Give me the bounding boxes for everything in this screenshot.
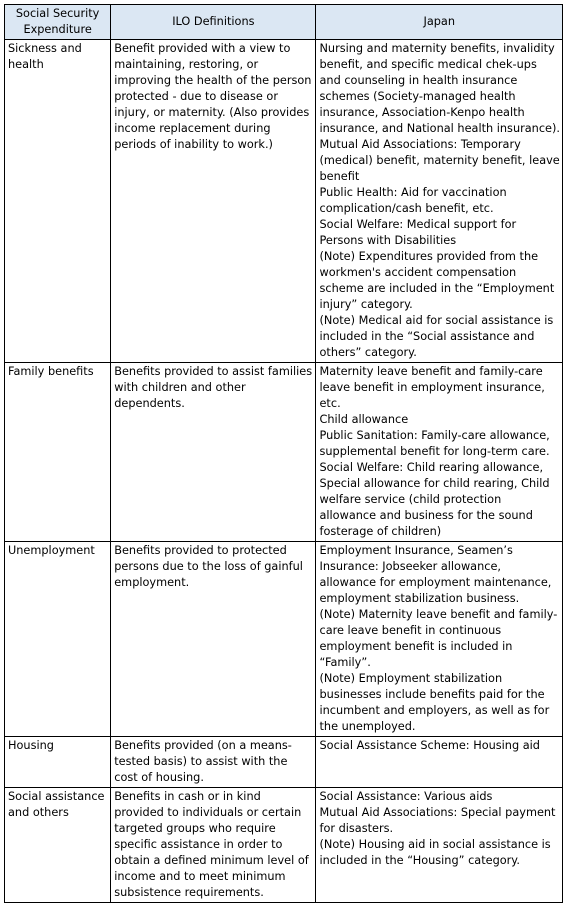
category-cell: Social assistance and others: [5, 788, 111, 903]
japan-cell: [316, 40, 563, 363]
social-security-table: [4, 4, 563, 903]
header-row: [5, 5, 563, 40]
japan-note: (Note) Employment stabilization businesses include benefits paid for the incumbent and employers, as well as for the unemployed.: [319, 672, 550, 733]
japan-item: Child allowance: [319, 413, 409, 426]
ilo-definition-cell: Benefits provided (on a means-tested basis) to assist with the cost of housing.: [111, 737, 316, 788]
japan-item: Nursing and maternity benefits, invalidity benefit, and specific medical chek-ups and counseling in health insurance schemes (Society-managed health insurance, Association-Kenpo health insurance, and National health insurance).: [319, 42, 560, 135]
ilo-definition-cell: Benefit provided with a view to maintaining, restoring, or improving the health of the person protected - due to disease or injury, or maternity. (Also provides income replacement during periods of inability to work.): [111, 40, 316, 363]
header-ilo-definitions: ILO Definitions: [111, 5, 316, 40]
japan-item: Employment Insurance, Seamen’s Insurance: Jobseeker allowance, allowance for employment maintenance, employment stabilization business.: [319, 544, 552, 605]
japan-item: Social Welfare: Child rearing allowance, Special allowance for child rearing, Child welfare service (child protection allowance and business for the sound fosterage of children): [319, 461, 550, 538]
japan-note: (Note) Housing aid in social assistance is included in the “Housing” category.: [319, 838, 551, 867]
japan-item: Public Sanitation: Family-care allowance, supplemental benefit for long-term care.: [319, 429, 550, 458]
japan-item: Mutual Aid Associations: Temporary (medical) benefit, maternity benefit, leave benefit: [319, 138, 560, 183]
japan-cell: [316, 737, 563, 788]
japan-item: Public Health: Aid for vaccination complication/cash benefit, etc.: [319, 186, 507, 215]
table-row: [5, 788, 563, 903]
table-row: [5, 542, 563, 737]
japan-cell: [316, 542, 563, 737]
ilo-definition-cell: Benefits in cash or in kind provided to individuals or certain targeted groups who require specific assistance in order to obtain a defined minimum level of income and to meet minimum subsistence requirements.: [111, 788, 316, 903]
japan-item: Social Assistance Scheme: Housing aid: [319, 739, 540, 752]
header-japan: Japan: [316, 5, 563, 40]
table-row: [5, 737, 563, 788]
category-cell: Housing: [5, 737, 111, 788]
ilo-definition-cell: Benefits provided to assist families with children and other dependents.: [111, 363, 316, 542]
japan-item: Social Assistance: Various aids: [319, 790, 493, 803]
header-expenditure: Social Security Expenditure: [5, 5, 111, 40]
japan-cell: [316, 363, 563, 542]
category-cell: Sickness and health: [5, 40, 111, 363]
table-row: [5, 363, 563, 542]
japan-item: Mutual Aid Associations: Special payment for disasters.: [319, 806, 556, 835]
japan-note: (Note) Maternity leave benefit and family-care leave benefit in continuous employment benefit is included in “Family”.: [319, 608, 558, 669]
category-cell: Unemployment: [5, 542, 111, 737]
japan-item: Social Welfare: Medical support for Persons with Disabilities: [319, 218, 517, 247]
japan-cell: [316, 788, 563, 903]
japan-note: (Note) Medical aid for social assistance is included in the “Social assistance and others” category.: [319, 314, 554, 359]
japan-note: (Note) Expenditures provided from the workmen's accident compensation scheme are included in the “Employment injury” category.: [319, 250, 555, 311]
table-row: [5, 40, 563, 363]
japan-item: Maternity leave benefit and family-care leave benefit in employment insurance, etc.: [319, 365, 545, 410]
ilo-definition-cell: Benefits provided to protected persons due to the loss of gainful employment.: [111, 542, 316, 737]
category-cell: Family benefits: [5, 363, 111, 542]
